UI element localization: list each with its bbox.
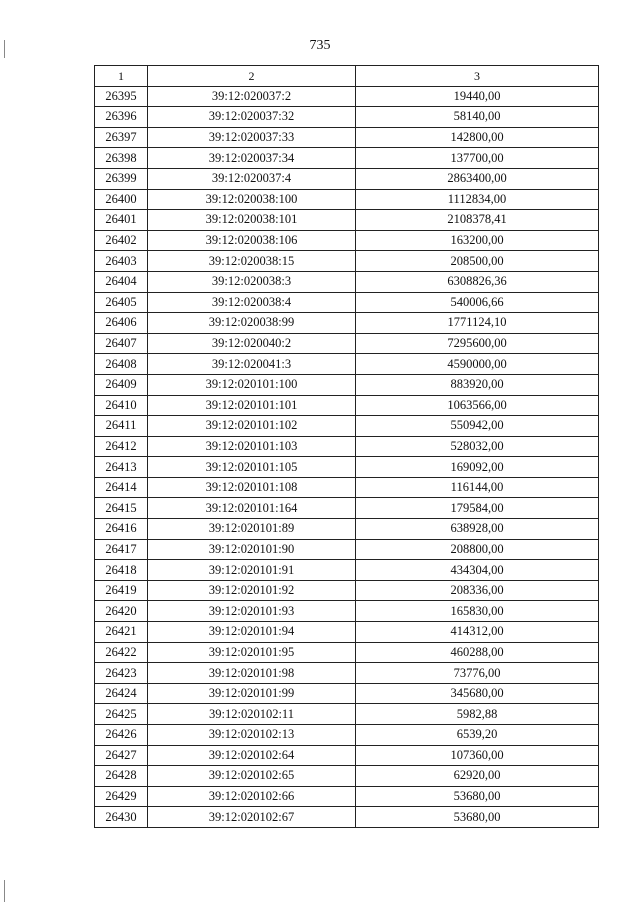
row-number-cell: 26395 — [95, 86, 148, 107]
cadastral-number-cell: 39:12:020037:4 — [148, 168, 356, 189]
cadastral-number-cell: 39:12:020101:93 — [148, 601, 356, 622]
row-number-cell: 26400 — [95, 189, 148, 210]
cadastral-number-cell: 39:12:020101:108 — [148, 477, 356, 498]
row-number-cell: 26409 — [95, 374, 148, 395]
table-row — [95, 374, 599, 395]
table-row — [95, 704, 599, 725]
cadastral-value-cell: 208500,00 — [356, 251, 599, 272]
table-row — [95, 498, 599, 519]
table-row — [95, 210, 599, 231]
cadastral-number-cell: 39:12:020102:67 — [148, 807, 356, 828]
cadastral-number-cell: 39:12:020040:2 — [148, 333, 356, 354]
cadastral-value-cell: 62920,00 — [356, 766, 599, 787]
cadastral-value-cell: 53680,00 — [356, 807, 599, 828]
table-row — [95, 642, 599, 663]
row-number-cell: 26416 — [95, 519, 148, 540]
row-number-cell: 26404 — [95, 271, 148, 292]
table-row — [95, 745, 599, 766]
cadastral-number-cell: 39:12:020038:3 — [148, 271, 356, 292]
cadastral-number-cell: 39:12:020101:105 — [148, 457, 356, 478]
table-row — [95, 725, 599, 746]
cadastral-value-cell: 460288,00 — [356, 642, 599, 663]
table-row — [95, 271, 599, 292]
table-header — [95, 66, 599, 87]
row-number-cell: 26422 — [95, 642, 148, 663]
table-row — [95, 354, 599, 375]
row-number-cell: 26410 — [95, 395, 148, 416]
cadastral-number-cell: 39:12:020101:102 — [148, 416, 356, 437]
table-row — [95, 477, 599, 498]
cadastral-number-cell: 39:12:020101:91 — [148, 560, 356, 581]
cadastral-number-cell: 39:12:020037:2 — [148, 86, 356, 107]
cadastral-number-cell: 39:12:020038:100 — [148, 189, 356, 210]
cadastral-number-cell: 39:12:020101:101 — [148, 395, 356, 416]
cadastral-value-cell: 6308826,36 — [356, 271, 599, 292]
table-row — [95, 148, 599, 169]
table-row — [95, 683, 599, 704]
table-row — [95, 580, 599, 601]
row-number-cell: 26418 — [95, 560, 148, 581]
table-row — [95, 251, 599, 272]
cadastral-value-cell: 208336,00 — [356, 580, 599, 601]
table-row — [95, 663, 599, 684]
cadastral-number-cell: 39:12:020038:4 — [148, 292, 356, 313]
table-row — [95, 107, 599, 128]
column-header-3: 3 — [356, 66, 599, 87]
cadastral-number-cell: 39:12:020037:33 — [148, 127, 356, 148]
table-row — [95, 189, 599, 210]
column-header-1: 1 — [95, 66, 148, 87]
cadastral-value-cell: 1771124,10 — [356, 313, 599, 334]
row-number-cell: 26405 — [95, 292, 148, 313]
cadastral-value-cell: 434304,00 — [356, 560, 599, 581]
row-number-cell: 26425 — [95, 704, 148, 725]
cadastral-number-cell: 39:12:020102:11 — [148, 704, 356, 725]
cadastral-number-cell: 39:12:020037:32 — [148, 107, 356, 128]
page-number: 735 — [309, 38, 331, 53]
table-body — [95, 86, 599, 827]
cadastral-value-cell: 107360,00 — [356, 745, 599, 766]
row-number-cell: 26424 — [95, 683, 148, 704]
cadastral-value-cell: 2863400,00 — [356, 168, 599, 189]
scan-edge-mark — [4, 880, 5, 902]
row-number-cell: 26398 — [95, 148, 148, 169]
cadastral-value-cell: 5982,88 — [356, 704, 599, 725]
cadastral-value-cell: 6539,20 — [356, 725, 599, 746]
table-row — [95, 786, 599, 807]
cadastral-value-cell: 53680,00 — [356, 786, 599, 807]
cadastral-value-cell: 165830,00 — [356, 601, 599, 622]
row-number-cell: 26406 — [95, 313, 148, 334]
table-row — [95, 292, 599, 313]
row-number-cell: 26427 — [95, 745, 148, 766]
row-number-cell: 26423 — [95, 663, 148, 684]
row-number-cell: 26401 — [95, 210, 148, 231]
table-row — [95, 436, 599, 457]
row-number-cell: 26403 — [95, 251, 148, 272]
cadastral-number-cell: 39:12:020101:98 — [148, 663, 356, 684]
cadastral-value-cell: 19440,00 — [356, 86, 599, 107]
table-row — [95, 168, 599, 189]
row-number-cell: 26412 — [95, 436, 148, 457]
table-row — [95, 560, 599, 581]
table-row — [95, 807, 599, 828]
cadastral-value-cell: 550942,00 — [356, 416, 599, 437]
cadastral-value-cell: 414312,00 — [356, 622, 599, 643]
column-header-2: 2 — [148, 66, 356, 87]
scan-edge-mark — [4, 40, 5, 58]
cadastral-value-cell: 4590000,00 — [356, 354, 599, 375]
cadastral-value-cell: 142800,00 — [356, 127, 599, 148]
cadastral-value-cell: 7295600,00 — [356, 333, 599, 354]
cadastral-number-cell: 39:12:020041:3 — [148, 354, 356, 375]
row-number-cell: 26411 — [95, 416, 148, 437]
table-row — [95, 333, 599, 354]
cadastral-number-cell: 39:12:020101:94 — [148, 622, 356, 643]
cadastral-number-cell: 39:12:020101:90 — [148, 539, 356, 560]
row-number-cell: 26414 — [95, 477, 148, 498]
table-row — [95, 601, 599, 622]
row-number-cell: 26426 — [95, 725, 148, 746]
cadastral-number-cell: 39:12:020038:99 — [148, 313, 356, 334]
row-number-cell: 26402 — [95, 230, 148, 251]
cadastral-number-cell: 39:12:020101:92 — [148, 580, 356, 601]
row-number-cell: 26407 — [95, 333, 148, 354]
table-row — [95, 622, 599, 643]
cadastral-value-cell: 73776,00 — [356, 663, 599, 684]
cadastral-number-cell: 39:12:020102:65 — [148, 766, 356, 787]
table-row — [95, 313, 599, 334]
row-number-cell: 26399 — [95, 168, 148, 189]
table-row — [95, 86, 599, 107]
table-row — [95, 395, 599, 416]
cadastral-value-cell: 137700,00 — [356, 148, 599, 169]
row-number-cell: 26420 — [95, 601, 148, 622]
table-row — [95, 766, 599, 787]
table-row — [95, 519, 599, 540]
cadastral-value-cell: 58140,00 — [356, 107, 599, 128]
row-number-cell: 26421 — [95, 622, 148, 643]
cadastral-number-cell: 39:12:020102:64 — [148, 745, 356, 766]
cadastral-number-cell: 39:12:020038:101 — [148, 210, 356, 231]
cadastral-number-cell: 39:12:020038:15 — [148, 251, 356, 272]
cadastral-value-cell: 116144,00 — [356, 477, 599, 498]
row-number-cell: 26408 — [95, 354, 148, 375]
table-row — [95, 230, 599, 251]
cadastral-number-cell: 39:12:020101:164 — [148, 498, 356, 519]
cadastral-number-cell: 39:12:020037:34 — [148, 148, 356, 169]
cadastral-value-cell: 1112834,00 — [356, 189, 599, 210]
cadastral-number-cell: 39:12:020101:95 — [148, 642, 356, 663]
row-number-cell: 26430 — [95, 807, 148, 828]
cadastral-value-cell: 540006,66 — [356, 292, 599, 313]
cadastral-value-cell: 638928,00 — [356, 519, 599, 540]
cadastral-value-cell: 208800,00 — [356, 539, 599, 560]
cadastral-number-cell: 39:12:020101:103 — [148, 436, 356, 457]
cadastral-number-cell: 39:12:020101:89 — [148, 519, 356, 540]
cadastral-value-cell: 2108378,41 — [356, 210, 599, 231]
cadastral-number-cell: 39:12:020038:106 — [148, 230, 356, 251]
table-row — [95, 416, 599, 437]
cadastral-number-cell: 39:12:020101:99 — [148, 683, 356, 704]
row-number-cell: 26415 — [95, 498, 148, 519]
cadastral-value-cell: 883920,00 — [356, 374, 599, 395]
row-number-cell: 26428 — [95, 766, 148, 787]
cadastral-value-cell: 179584,00 — [356, 498, 599, 519]
row-number-cell: 26396 — [95, 107, 148, 128]
cadastral-number-cell: 39:12:020101:100 — [148, 374, 356, 395]
table-row — [95, 539, 599, 560]
row-number-cell: 26417 — [95, 539, 148, 560]
table-row — [95, 457, 599, 478]
cadastral-value-cell: 528032,00 — [356, 436, 599, 457]
cadastral-value-cell: 345680,00 — [356, 683, 599, 704]
cadastral-number-cell: 39:12:020102:66 — [148, 786, 356, 807]
row-number-cell: 26419 — [95, 580, 148, 601]
row-number-cell: 26429 — [95, 786, 148, 807]
row-number-cell: 26397 — [95, 127, 148, 148]
cadastral-value-cell: 169092,00 — [356, 457, 599, 478]
cadastral-value-cell: 1063566,00 — [356, 395, 599, 416]
header-row — [95, 66, 599, 87]
table-row — [95, 127, 599, 148]
cadastral-number-cell: 39:12:020102:13 — [148, 725, 356, 746]
cadastral-value-cell: 163200,00 — [356, 230, 599, 251]
cadastral-value-table — [94, 65, 599, 828]
row-number-cell: 26413 — [95, 457, 148, 478]
